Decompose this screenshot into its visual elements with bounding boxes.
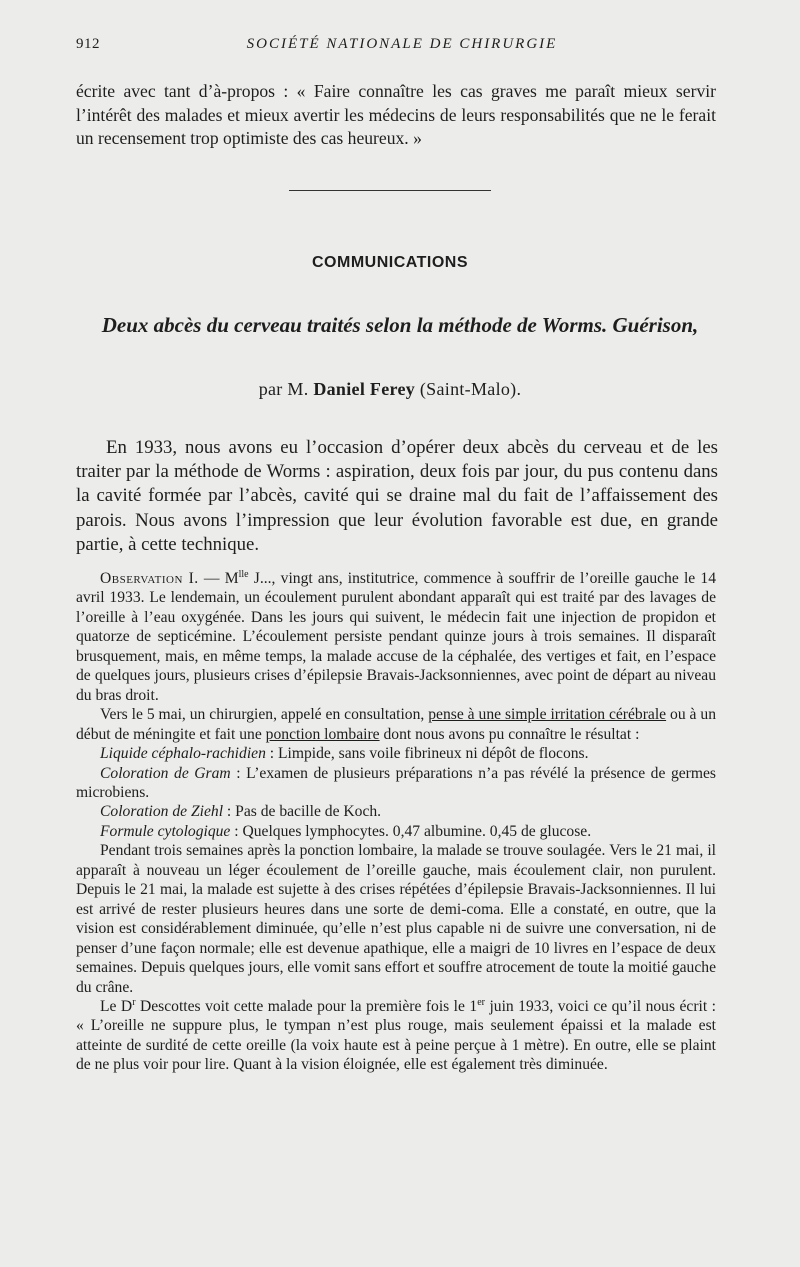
page-number: 912 [76,36,100,52]
page-header [76,36,728,58]
paragraph-text: Le D [100,997,133,1015]
paragraph-text: juin 1933, voici ce qu’il nous écrit : « L’oreille ne suppure plus, le tympan n’est plus rouge, mais seulement épaissi et la malade est atteinte de surdité de cette oreille (la voix haute est à peine perçue à 1 mètre). En outre, elle se plaint de ne plus voir pour lire. Quant à la vision éloignée, elle est également très diminuée. [76,997,717,1074]
observation-section [76,569,716,1075]
observation-paragraph-1 [76,569,716,705]
gram-result [76,764,716,803]
dr-superscript: r [132,996,136,1008]
paragraph-text: Descottes voit cette malade pour la première fois le 1 [135,997,478,1015]
author-location: (Saint-Malo). [419,379,522,399]
section-heading: COMMUNICATIONS [311,254,469,271]
observation-paragraph-2 [76,705,716,744]
observation-dash: — M [198,570,239,587]
result-label: Formule cytologique [100,822,231,840]
section-divider [289,190,491,191]
observation-paragraph-3: Pendant trois semaines après la ponction lombaire, la malade se trouve soulagée. Vers le 21 mai, il apparaît à nouveau un léger écoulement de l’oreille gauche, mais écoulement clair, non purulent. Depuis le 21 mai, la malade est sujette à des crises répétées d’épilepsie Bravais-Jacksonniennes. Il lui est arrivé de rester plusieurs heures dans une sorte de demi-coma. Elle a constaté, en outre, que la vision est considérablement diminuée, qu’elle n’est plus capable ni de suivre une conversation, ni de penser d’une façon normale; elle est devenue apathique, elle a maigri de 10 livres en l’espace de deux semaines. Depuis quelques jours, elle vomit sans effort et souffre atrocement de toute la moitié gauche du crâne. [76,842,716,996]
result-label: Coloration de Gram [100,764,231,782]
observation-paragraph-4 [76,997,716,1075]
intro-paragraph: écrite avec tant d’à-propos : « Faire connaître les cas graves me paraît mieux servir l’intérêt des malades et mieux avertir les médecins de leurs responsabilités que ne le ferait un recensement trop optimiste des cas heureux. » [76,81,716,148]
ziehl-result [76,802,716,821]
paragraph-text: Vers le 5 mai, un chirurgien, appelé en consultation, [100,706,429,724]
result-text: : Pas de bacille de Koch. [223,803,382,821]
underlined-phrase: pense à une simple irritation cérébrale [428,706,667,724]
paragraph-text: ou à un début de méningite et fait une [76,706,716,743]
result-label: Coloration de Ziehl [100,803,224,821]
lead-paragraph: En 1933, nous avons eu l’occasion d’opérer deux abcès du cerveau et de les traiter par la méthode de Worms : aspiration, deux fois par jour, du pus contenu dans la cavité formée par l’abcès, cavité qui se draine mal du fait de l’affaissement des parois. Nous avons l’impression que leur évolution favorable est due, en grande partie, à cette technique. [76,437,718,555]
underlined-phrase: ponction lombaire [265,725,380,743]
er-superscript: er [477,996,485,1008]
lcr-result [76,744,716,763]
author-name: Daniel Ferey [313,379,416,399]
result-text: : Quelques lymphocytes. 0,47 albumine. 0,45 de glucose. [230,822,592,840]
paragraph-text: dont nous avons pu connaître le résultat : [379,725,640,743]
lead-section [76,436,718,557]
mlle-superscript: lle [238,568,249,580]
running-head: SOCIÉTÉ NATIONALE DE CHIRURGIE [246,36,558,52]
result-label: Liquide céphalo-rachidien [100,745,266,763]
byline [0,379,780,400]
observation-text: J..., vingt ans, institutrice, commence à souffrir de l’oreille gauche le 14 avril 1933. Le lendemain, un écoulement purulent abondant apparaît qui est traité par des lavages de l’oreille à l’eau oxygénée. Dans les jours qui suivent, le médecin fait une injection de propidon et quatorze de septicémine. L’écoulement persiste pendant quinze jours à trois semaines. Il disparaît brusquement, mais, en même temps, la malade accuse de la céphalée, des vertiges et fait, en l’espace de quelques jours, plusieurs crises d’épilepsie Bravais-Jacksonniennes, avec point de départ au niveau du bras droit. [76,570,717,704]
observation-label: Observation I. [100,570,199,587]
result-text: : L’examen de plusieurs préparations n’a pas révélé la présence de germes microbiens. [76,764,716,801]
article-title: Deux abcès du cerveau traités selon la méthode de Worms. Guérison, [101,313,699,337]
result-text: : Limpide, sans voile fibrineux ni dépôt de flocons. [265,745,589,763]
byline-prefix: par M. [258,379,309,399]
cytology-result [76,822,716,841]
